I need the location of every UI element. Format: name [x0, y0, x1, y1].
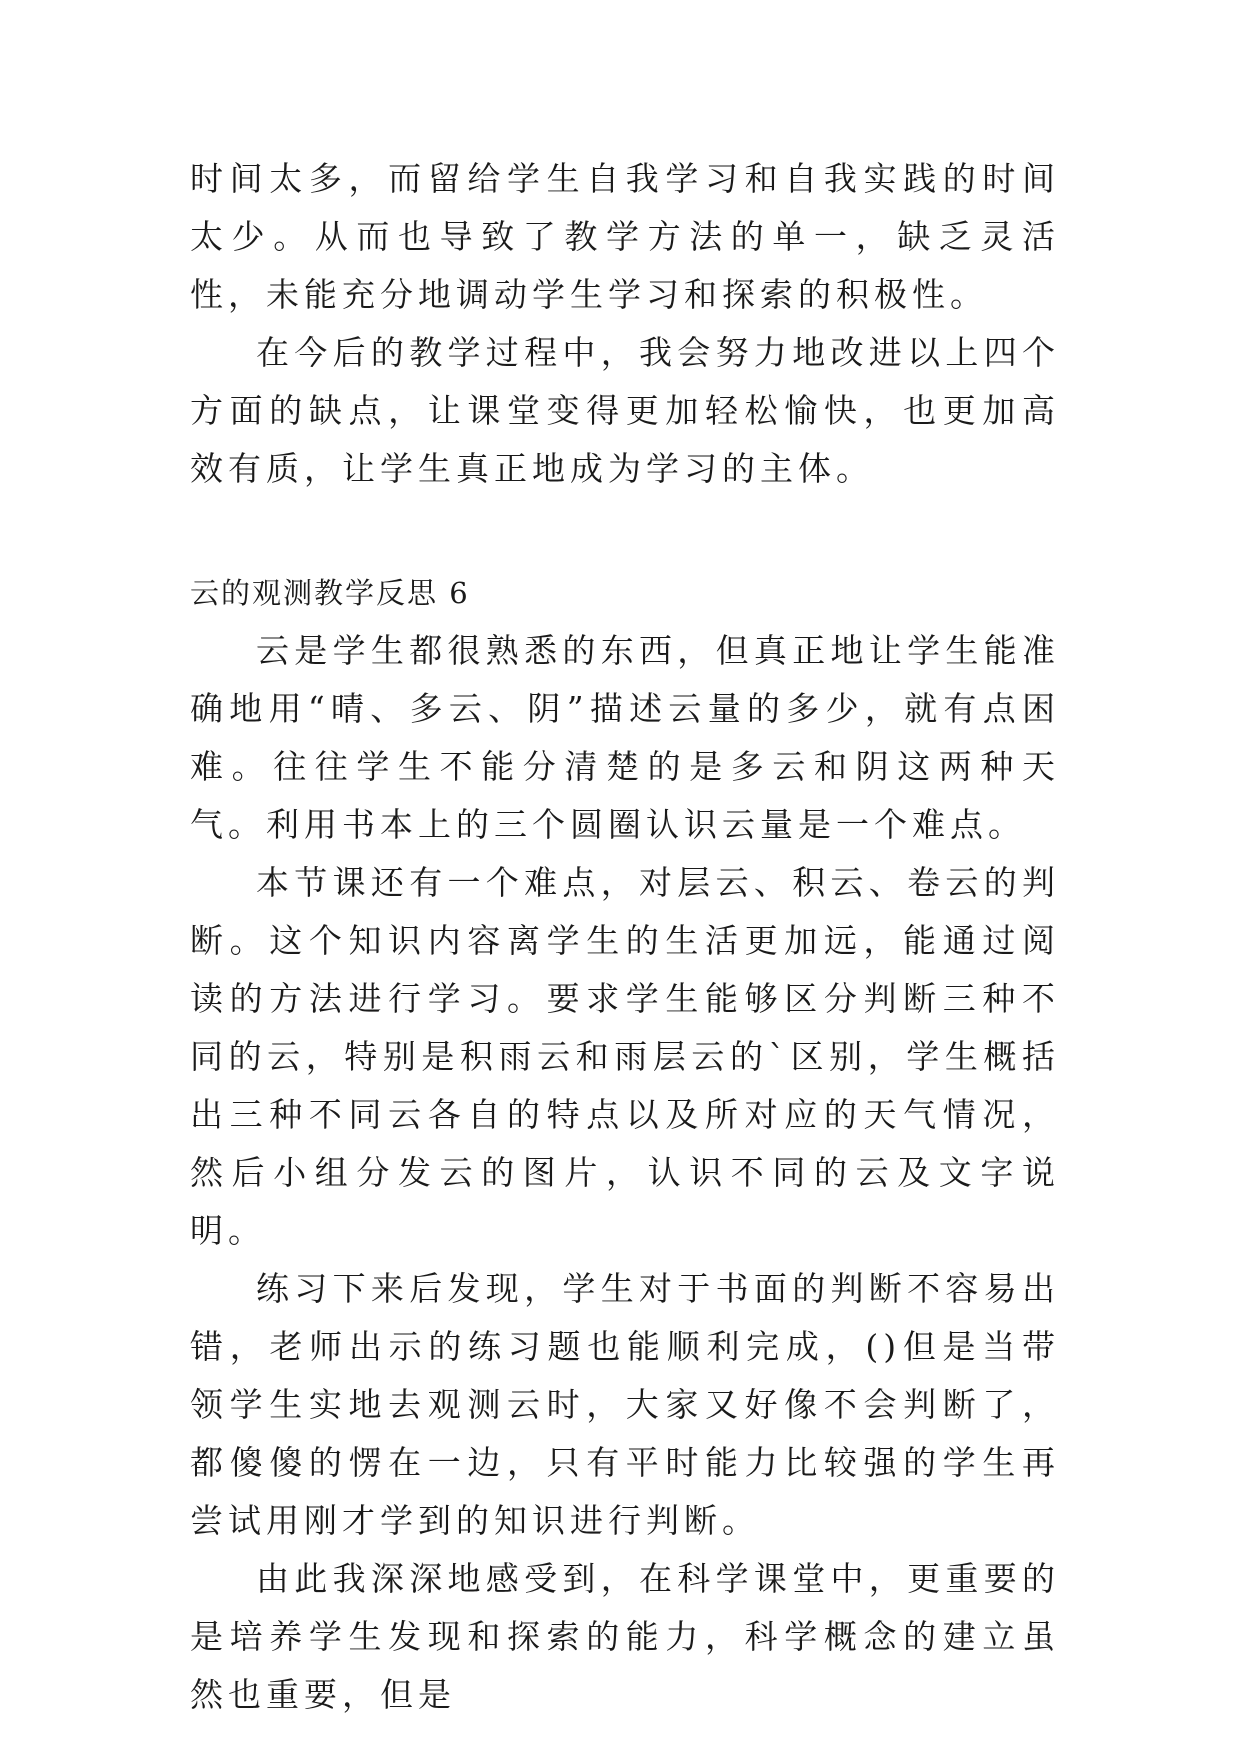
paragraph-cloud-amount: 云是学生都很熟悉的东西，但真正地让学生能准确地用“晴、多云、阴”描述云量的多少，就有点困难。往往学生不能分清楚的是多云和阴这两种天气。利用书本上的三个圆圈认识云量是一个难点。 — [190, 631, 1060, 844]
paragraph-reflection: 由此我深深地感受到，在科学课堂中，更重要的是培养学生发现和探索的能力，科学概念的建立虽然也重要，但是 — [190, 1559, 1060, 1714]
document-page — [190, 150, 1060, 1724]
paragraph-future-improvement: 在今后的教学过程中，我会努力地改进以上四个方面的缺点，让课堂变得更加轻松愉快，也更加高效有质，让学生真正地成为学习的主体。 — [190, 333, 1060, 488]
section-title: 云的观测教学反思 6 — [190, 576, 470, 610]
paragraph-continuation: 时间太多，而留给学生自我学习和自我实践的时间太少。从而也导致了教学方法的单一，缺乏灵活性，未能充分地调动学生学习和探索的积极性。 — [190, 159, 1060, 314]
paragraph-practice-findings: 练习下来后发现，学生对于书面的判断不容易出错，老师出示的练习题也能顺利完成，()但是当带领学生实地去观测云时，大家又好像不会判断了，都傻傻的愣在一边，只有平时能力比较强的学生再尝试用刚才学到的知识进行判断。 — [190, 1269, 1060, 1540]
paragraph-cloud-types: 本节课还有一个难点，对层云、积云、卷云的判断。这个知识内容离学生的生活更加远，能通过阅读的方法进行学习。要求学生能够区分判断三种不同的云，特别是积雨云和雨层云的`区别，学生概括出三种不同云各自的特点以及所对应的天气情况，然后小组分发云的图片，认识不同的云及文字说明。 — [190, 863, 1060, 1250]
